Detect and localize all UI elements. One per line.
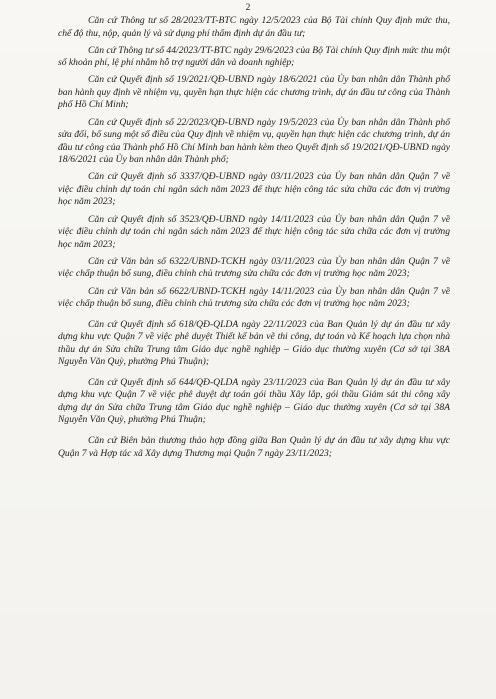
paragraph-decision-644: Căn cứ Quyết định số 644/QĐ-QLDA ngày 23/11/2023 của Ban Quản lý dự án đầu tư xây dựng khu vực Quận 7 về việc phê duyệt dự toán gói thầu Xây lắp, gói thầu Giám sát thi công xây dựng dự án Sửa chữa Trung tâm Giáo dục nghề nghiệp – Giáo dục thường xuyên (Cơ sở tại 38A Nguyễn Văn Quỳ, phường Phú Thuận; [58, 376, 450, 426]
paragraph-decision-3523: Căn cứ Quyết định số 3523/QĐ-UBND ngày 14/11/2023 của Ủy ban nhân dân Quận 7 về việc điều chỉnh dự toán chi ngân sách năm 2023 để thực hiện công tác sửa chữa các đơn vị trường học năm 2023; [58, 213, 450, 250]
paragraph-document-6322: Căn cứ Văn bản số 6322/UBND-TCKH ngày 03/11/2023 của Ủy ban nhân dân Quận 7 về việc chấp thuận bổ sung, điều chỉnh chủ trương sửa chữa các đơn vị trường học năm 2023; [58, 255, 450, 280]
paragraph-decision-618: Căn cứ Quyết định số 618/QĐ-QLDA ngày 22/11/2023 của Ban Quản lý dự án đầu tư xây dựng khu vực Quận 7 về việc phê duyệt Thiết kế bản vẽ thi công, dự toán và Kế hoạch lựa chọn nhà thầu dự án Sửa chữa Trung tâm Giáo dục nghề nghiệp – Giáo dục thường xuyên (Cơ sở tại 38A Nguyễn Văn Quỳ, phường Phú Thuận); [58, 318, 450, 368]
paragraph-decision-19: Căn cứ Quyết định số 19/2021/QĐ-UBND ngày 18/6/2021 của Ủy ban nhân dân Thành phố ban hành quy định về nhiệm vụ, quyền hạn thực hiện các chương trình, dự án đầu tư công của Thành phố Hồ Chí Minh; [58, 74, 450, 111]
paragraph-circular-28: Căn cứ Thông tư số 28/2023/TT-BTC ngày 12/5/2023 của Bộ Tài chính Quy định mức thu, chế độ thu, nộp, quản lý và sử dụng phí thẩm định dự án đầu tư; [58, 15, 450, 39]
paragraph-document-6622: Căn cứ Văn bản số 6622/UBND-TCKH ngày 14/11/2023 của Ủy ban nhân dân Quận 7 về việc chấp thuận bổ sung, điều chỉnh chủ trương sửa chữa các đơn vị trường học năm 2023; [58, 285, 450, 310]
paragraph-decision-22: Căn cứ Quyết định số 22/2023/QĐ-UBND ngày 19/5/2023 của Ủy ban nhân dân Thành phố sửa đổi, bổ sung một số điều của Quy định về nhiệm vụ, quyền hạn thực hiện các chương trình, dự án đầu tư công của Thành phố Hồ Chí Minh ban hành kèm theo Quyết định số 19/2021/QĐ-UBND ngày 18/6/2021 của Ủy ban nhân dân Thành phố; [58, 116, 450, 166]
paragraph-decision-3337: Căn cứ Quyết định số 3337/QĐ-UBND ngày 03/11/2023 của Ủy ban nhân dân Quận 7 về việc điều chỉnh dự toán chi ngân sách năm 2023 để thực hiện công tác sửa chữa các đơn vị trường học năm 2023; [58, 171, 450, 208]
page-number: 2 [245, 3, 251, 13]
paragraph-negotiation-minutes: Căn cứ Biên bản thương thảo hợp đồng giữa Ban Quản lý dự án đầu tư xây dựng khu vực Quận 7 và Hợp tác xã Xây dựng Thương mại Quận 7 ngày 23/11/2023; [58, 435, 450, 459]
paragraph-circular-44: Căn cứ Thông tư số 44/2023/TT-BTC ngày 29/6/2023 của Bộ Tài chính Quy định mức thu một số khoản phí, lệ phí nhằm hỗ trợ người dân và doanh nghiệp; [58, 44, 450, 69]
legal-basis-section [58, 15, 450, 465]
